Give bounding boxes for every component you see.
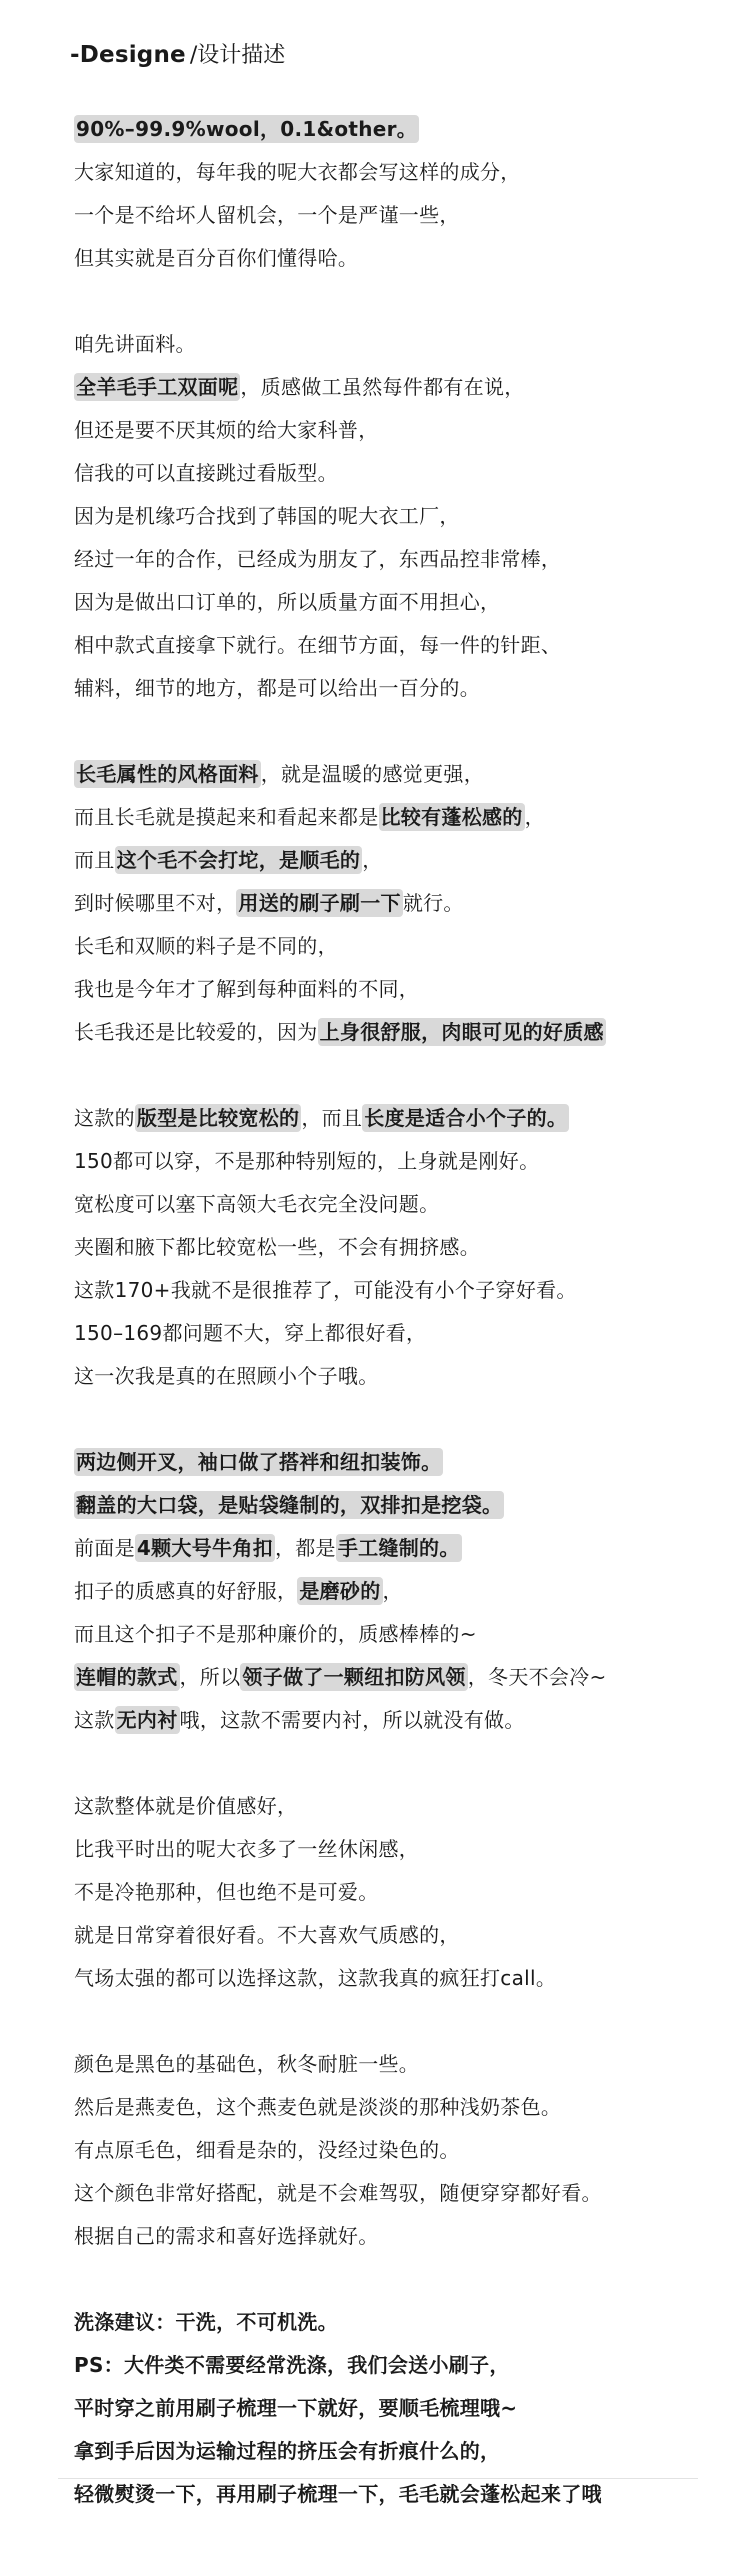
highlighted-text: 长度是适合小个子的。: [364, 1106, 568, 1130]
text-segment: ，: [382, 1579, 403, 1603]
text-line: [74, 1355, 714, 1398]
highlighted-text: 全羊毛手工双面呢: [76, 375, 239, 399]
color-paragraph: [74, 2043, 714, 2258]
text-segment: 一个是不给坏人留机会，一个是严谨一些，: [74, 203, 460, 227]
text-line: [74, 1097, 714, 1140]
text-line: [74, 2215, 714, 2258]
text-line: [74, 1183, 714, 1226]
text-segment: 经过一年的合作，已经成为朋友了，东西品控非常棒，: [74, 547, 562, 571]
text-line: [74, 1140, 714, 1183]
description-body: [74, 108, 714, 2559]
text-segment: 根据自己的需求和喜好选择就好。: [74, 2224, 379, 2248]
fabric-paragraph: [74, 323, 714, 710]
text-line: [74, 1269, 714, 1312]
highlighted-text: 无内衬: [116, 1708, 178, 1732]
text-line: [74, 452, 714, 495]
text-line: [74, 2430, 714, 2473]
text-line: [74, 753, 714, 796]
highlighted-text: 这个毛不会打坨，是顺毛的: [116, 848, 361, 872]
text-segment: 拿到手后因为运输过程的挤压会有折痕什么的，: [74, 2439, 501, 2463]
text-line: [74, 1785, 714, 1828]
text-segment: PS：大件类不需要经常洗涤，我们会送小刷子，: [74, 2353, 510, 2377]
text-line: [74, 968, 714, 1011]
details-paragraph: [74, 1441, 714, 1742]
text-line: [74, 108, 714, 151]
text-segment: 洗涤建议：干洗，不可机洗。: [74, 2310, 338, 2334]
text-segment: 前面是: [74, 1536, 135, 1560]
text-line: [74, 1226, 714, 1269]
text-segment: 然后是燕麦色，这个燕麦色就是淡淡的那种浅奶茶色。: [74, 2095, 562, 2119]
highlighted-text: 是磨砂的: [299, 1579, 381, 1603]
highlighted-text: 领子做了一颗纽扣防风领: [242, 1665, 466, 1689]
text-segment: ，: [362, 848, 383, 872]
text-segment: 150–169都问题不大，穿上都很好看，: [74, 1321, 427, 1345]
text-segment: ，: [524, 805, 545, 829]
highlighted-text: 翻盖的大口袋，是贴袋缝制的，双排扣是挖袋。: [76, 1493, 503, 1517]
text-segment: 这款的: [74, 1106, 135, 1130]
text-segment: 而且: [74, 848, 115, 872]
text-line: [74, 323, 714, 366]
text-line: [74, 1914, 714, 1957]
text-segment: 而且长毛就是摸起来和看起来都是: [74, 805, 379, 829]
text-line: [74, 538, 714, 581]
text-segment: 而且这个扣子不是那种廉价的，质感棒棒的~: [74, 1622, 477, 1646]
text-segment: 这款整体就是价值感好，: [74, 1794, 298, 1818]
text-line: [74, 1441, 714, 1484]
text-line: [74, 2301, 714, 2344]
text-line: [74, 2043, 714, 2086]
text-segment: 到时候哪里不对，: [74, 891, 237, 915]
section-subtitle: /设计描述: [189, 43, 286, 68]
text-segment: 这一次我是真的在照顾小个子哦。: [74, 1364, 379, 1388]
text-line: [74, 667, 714, 710]
text-line: [74, 839, 714, 882]
highlighted-text: 长毛属性的风格面料: [76, 762, 259, 786]
text-segment: 有点原毛色，细看是杂的，没经过染色的。: [74, 2138, 460, 2162]
bottom-divider: [58, 2478, 698, 2479]
text-line: [74, 2344, 714, 2387]
text-line: [74, 366, 714, 409]
text-segment: 150都可以穿，不是那种特别短的，上身就是刚好。: [74, 1149, 540, 1173]
section-header: [70, 38, 285, 78]
highlighted-text: 手工缝制的。: [337, 1536, 460, 1560]
text-line: [74, 796, 714, 839]
highlighted-text: 4颗大号牛角扣: [136, 1536, 273, 1560]
text-line: [74, 882, 714, 925]
text-segment: 但还是要不厌其烦的给大家科普，: [74, 418, 379, 442]
text-line: [74, 1011, 714, 1054]
highlighted-text: 版型是比较宽松的: [136, 1106, 300, 1130]
style-paragraph: [74, 1785, 714, 2000]
text-line: [74, 1613, 714, 1656]
text-line: [74, 1828, 714, 1871]
text-line: [74, 151, 714, 194]
text-segment: 因为是做出口订单的，所以质量方面不用担心，: [74, 590, 501, 614]
text-segment: 这个颜色非常好搭配，就是不会难驾驭，随便穿穿都好看。: [74, 2181, 602, 2205]
text-line: [74, 1312, 714, 1355]
text-line: [74, 2172, 714, 2215]
text-line: [74, 624, 714, 667]
text-segment: 夹圈和腋下都比较宽松一些，不会有拥挤感。: [74, 1235, 480, 1259]
text-segment: 大家知道的，每年我的呢大衣都会写这样的成分，: [74, 160, 521, 184]
highlighted-text: 连帽的款式: [76, 1665, 178, 1689]
text-segment: 但其实就是百分百你们懂得哈。: [74, 246, 359, 270]
care-paragraph: [74, 2301, 714, 2516]
text-segment: 比我平时出的呢大衣多了一丝休闲感，: [74, 1837, 420, 1861]
text-line: [74, 409, 714, 452]
text-segment: ，而且: [301, 1106, 363, 1130]
text-segment: 轻微熨烫一下，再用刷子梳理一下，毛毛就会蓬松起来了哦: [74, 2482, 602, 2506]
text-segment: ，就是温暖的感觉更强，: [260, 762, 485, 786]
text-segment: ，都是: [274, 1536, 336, 1560]
fit-paragraph: [74, 1097, 714, 1398]
text-segment: 因为是机缘巧合找到了韩国的呢大衣工厂，: [74, 504, 460, 528]
text-line: [74, 237, 714, 280]
text-segment: 辅料，细节的地方，都是可以给出一百分的。: [74, 676, 480, 700]
text-segment: 扣子的质感真的好舒服，: [74, 1579, 298, 1603]
text-segment: 宽松度可以塞下高领大毛衣完全没问题。: [74, 1192, 440, 1216]
text-segment: 就行。: [402, 891, 464, 915]
text-segment: 咱先讲面料。: [74, 332, 196, 356]
brand-label: -Designe: [70, 42, 186, 68]
text-line: [74, 1527, 714, 1570]
composition-paragraph: [74, 108, 714, 280]
text-segment: 就是日常穿着很好看。不大喜欢气质感的，: [74, 1923, 460, 1947]
text-segment: 这款170+我就不是很推荐了，可能没有小个子穿好看。: [74, 1278, 577, 1302]
long-hair-paragraph: [74, 753, 714, 1054]
text-segment: ，冬天不会冷~: [467, 1665, 607, 1689]
text-line: [74, 2387, 714, 2430]
text-segment: 相中款式直接拿下就行。在细节方面，每一件的针距、: [74, 633, 562, 657]
text-line: [74, 2129, 714, 2172]
text-line: [74, 1871, 714, 1914]
text-segment: 这款: [74, 1708, 115, 1732]
text-line: [74, 2086, 714, 2129]
highlighted-text: 90%–99.9%wool，0.1&other。: [76, 117, 418, 141]
text-line: [74, 495, 714, 538]
text-line: [74, 925, 714, 968]
text-line: [74, 1656, 714, 1699]
text-segment: 长毛我还是比较爱的，因为: [74, 1020, 318, 1044]
text-segment: 气场太强的都可以选择这款，这款我真的疯狂打call。: [74, 1966, 557, 1990]
text-line: [74, 194, 714, 237]
text-segment: 信我的可以直接跳过看版型。: [74, 461, 338, 485]
text-line: [74, 2473, 714, 2516]
text-line: [74, 1484, 714, 1527]
text-segment: 我也是今年才了解到每种面料的不同，: [74, 977, 420, 1001]
highlighted-text: 上身很舒服，肉眼可见的好质感: [319, 1020, 604, 1044]
text-line: [74, 1699, 714, 1742]
highlighted-text: 两边侧开叉，袖口做了搭袢和纽扣装饰。: [76, 1450, 442, 1474]
text-segment: 哦，这款不需要内衬，所以就没有做。: [179, 1708, 525, 1732]
text-segment: 不是冷艳那种，但也绝不是可爱。: [74, 1880, 379, 1904]
text-line: [74, 581, 714, 624]
highlighted-text: 比较有蓬松感的: [380, 805, 523, 829]
text-segment: ，质感做工虽然每件都有在说，: [240, 375, 525, 399]
text-segment: 长毛和双顺的料子是不同的，: [74, 934, 338, 958]
text-line: [74, 1570, 714, 1613]
text-segment: 平时穿之前用刷子梳理一下就好，要顺毛梳理哦~: [74, 2396, 518, 2420]
text-segment: 颜色是黑色的基础色，秋冬耐脏一些。: [74, 2052, 420, 2076]
text-line: [74, 1957, 714, 2000]
highlighted-text: 用送的刷子刷一下: [238, 891, 401, 915]
text-segment: ，所以: [179, 1665, 241, 1689]
